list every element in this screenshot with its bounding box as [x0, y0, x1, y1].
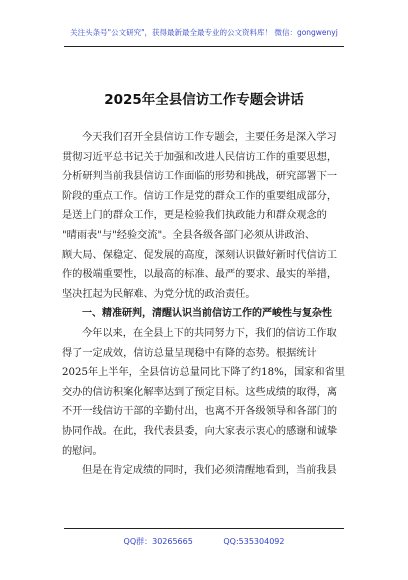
body-line: 是送上门的群众工作，更是检验我们执政能力和群众观念的: [62, 210, 327, 222]
document-body: [62, 128, 348, 481]
body-line: 坚决扛起为民解难、为党分忧的政治责任。: [62, 288, 256, 300]
body-line: 2025年上半年，全县信访总量同比下降了约18%，国家和省里: [62, 367, 345, 379]
body-line: 交办的信访积案化解率达到了预定目标。这些成绩的取得，离: [62, 386, 338, 398]
body-line: 今天我们召开全县信访工作专题会，主要任务是深入学习: [82, 132, 337, 143]
footer-divider: [64, 528, 344, 529]
body-line: 但是在肯定成绩的同时，我们必须清醒地看到，当前我县: [82, 465, 337, 477]
body-line: 贯彻习近平总书记关于加强和改进人民信访工作的重要思想，: [62, 151, 338, 163]
body-line: 不开一线信访干部的辛勤付出，也离不开各级领导和各部门的: [62, 406, 338, 418]
header-promo-note: 关注头条号"公文研究"，获得最新最全最专业的公文资料库！ 微信：gongwenyj: [70, 28, 338, 37]
body-line: 顾大局、保稳定、促发展的高度，深刻认识做好新时代信访工: [62, 249, 338, 261]
body-line: 今年以来，在全县上下的共同努力下，我们的信访工作取: [82, 327, 337, 339]
body-line: 的慰问。: [62, 445, 103, 457]
section-heading: 一、精准研判，清醒认识当前信访工作的严峻性与复杂性: [82, 308, 332, 320]
body-line: 作的极端重要性，以最高的标准、最严的要求、最实的举措，: [62, 269, 338, 281]
footer-qq-group: QQ群：30265665: [123, 537, 193, 546]
footer-contact: [0, 536, 408, 547]
body-line: 协同作战。在此，我代表县委，向大家表示衷心的感谢和诚挚: [62, 425, 338, 437]
body-line: 阶段的重点工作。信访工作是党的群众工作的重要组成部分，: [62, 190, 338, 202]
body-line: "晴雨表"与"经验交流"。全县各级各部门必须从讲政治、: [62, 229, 316, 241]
footer-qq-number: QQ:535304092: [223, 537, 285, 546]
header-divider: [64, 46, 344, 47]
body-line: 分析研判当前我县信访工作面临的形势和挑战，研究部署下一: [62, 171, 338, 183]
document-title: 2025年全县信访工作专题会讲话: [104, 92, 304, 108]
body-line: 得了一定成效，信访总量呈现稳中有降的态势。根据统计: [62, 347, 317, 359]
